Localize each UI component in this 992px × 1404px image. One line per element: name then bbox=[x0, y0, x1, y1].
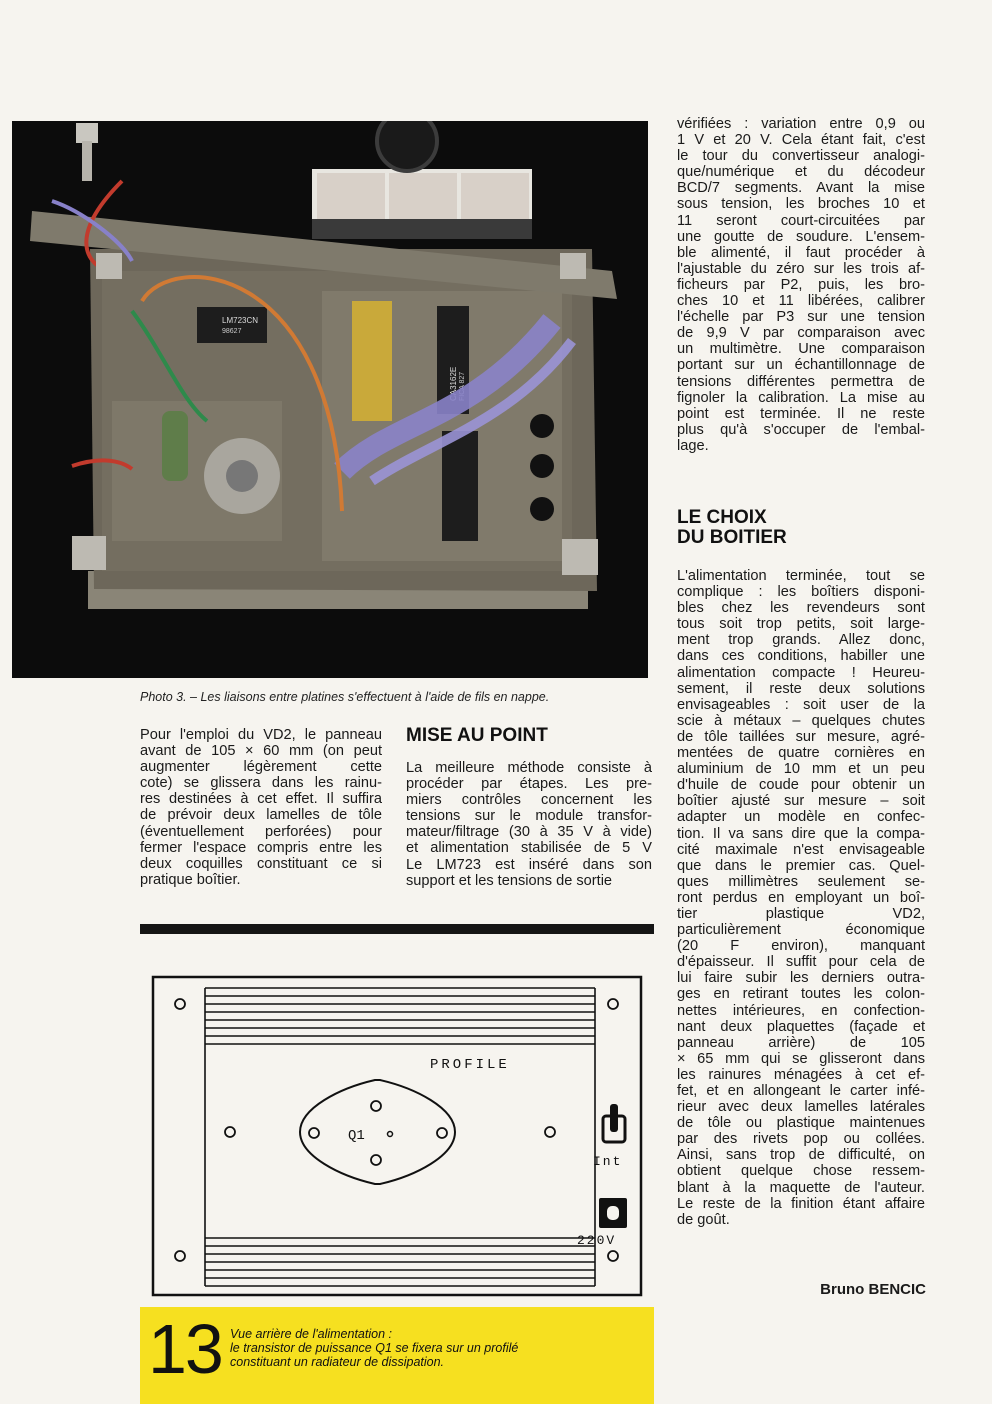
chip-1-code: 98627 bbox=[222, 328, 242, 335]
text-line: aluminium de 10 mm et un peu bbox=[677, 761, 925, 778]
heading-line-2: DU BOITIER bbox=[677, 527, 787, 548]
text-line: ges en retirant toutes les colon- bbox=[677, 986, 925, 1003]
text-column-right-top bbox=[677, 116, 925, 454]
text-line: L'alimentation terminée, tout se bbox=[677, 568, 925, 584]
text-line: vérifiées : variation entre 0,9 ou bbox=[677, 116, 925, 132]
text-line: fet, et en allongeant le carter infé- bbox=[677, 1083, 925, 1099]
text-line: de prévoir deux lamelles de tôle bbox=[140, 807, 382, 824]
text-line: mentées de quatre cornières en bbox=[677, 745, 925, 762]
text-line: tion. Il va sans dire que la compa- bbox=[677, 825, 925, 842]
text-line: d'épaisseur. Il suffit pour cela de bbox=[677, 954, 925, 971]
power-label: 220V bbox=[577, 1233, 617, 1248]
text-line: ble alimenté, il faut procéder à bbox=[677, 244, 925, 261]
figure-caption-line: constituant un radiateur de dissipation. bbox=[230, 1355, 445, 1369]
text-line: par des rivets pop ou collées. bbox=[677, 1131, 925, 1148]
text-line: un multimètre. Une comparaison bbox=[677, 341, 925, 358]
transistor-label: Q1 bbox=[348, 1128, 365, 1144]
power-socket-icon bbox=[599, 1198, 627, 1228]
text-line: blant à la maquette de l'auteur. bbox=[677, 1179, 925, 1196]
heading-mise-au-point: MISE AU POINT bbox=[406, 725, 548, 746]
text-line: bles chez les revendeurs sont bbox=[677, 600, 925, 617]
text-line: et alimentation stabilisée de 5 V bbox=[406, 840, 652, 857]
text-line: de 9,9 V par comparaison avec bbox=[677, 325, 925, 342]
text-line: le tour du convertisseur analogi- bbox=[677, 148, 925, 165]
text-line: fermer l'espace compris entre les bbox=[140, 839, 382, 856]
figure-caption-line: le transistor de puissance Q1 se fixera sur un profilé bbox=[230, 1341, 519, 1355]
text-line: envisageables : soit user de la bbox=[677, 696, 925, 713]
circuit-photo bbox=[12, 121, 648, 678]
switch-label: Int bbox=[593, 1154, 623, 1169]
text-line: tensions sur le module transfor- bbox=[406, 808, 652, 825]
text-line: rieur avec deux lamelles latérales bbox=[677, 1099, 925, 1116]
text-line: cote) se glissera dans les rainu- bbox=[140, 775, 382, 792]
text-line: procéder par étapes. Les pre- bbox=[406, 776, 652, 793]
text-line: nettes intérieures, en confection- bbox=[677, 1002, 925, 1019]
text-line: ront perdus en employant un boî- bbox=[677, 889, 925, 906]
figure-caption bbox=[230, 1327, 518, 1369]
text-line: panneau arrière) de 105 bbox=[677, 1034, 925, 1051]
text-line: une goutte de soudure. L'ensem- bbox=[677, 228, 925, 245]
text-line: lage. bbox=[677, 437, 709, 454]
rear-panel-drawing bbox=[140, 958, 654, 1308]
text-line: × 65 mm qui se glisseront dans bbox=[677, 1050, 925, 1067]
text-line: plus qu'à s'occuper de l'embal- bbox=[677, 421, 925, 438]
text-line: 1 V et 20 V. Cela étant fait, c'est bbox=[677, 132, 925, 149]
text-line: sement, il reste deux solutions bbox=[677, 680, 925, 697]
text-line: portant sur un échantillonnage de bbox=[677, 357, 925, 374]
switch-icon bbox=[603, 1104, 625, 1142]
text-line: tous soit trop petits, soit large- bbox=[677, 616, 925, 633]
text-line: de tôle ou plastique maintenues bbox=[677, 1115, 925, 1132]
text-line: deux coquilles constituant ce si bbox=[140, 855, 382, 872]
figure-caption-box bbox=[140, 1307, 654, 1404]
text-line: La meilleure méthode consiste à bbox=[406, 760, 652, 776]
text-line: support et les tensions de sortie bbox=[406, 872, 613, 889]
transistor-outline bbox=[300, 1080, 455, 1184]
chip-2-code: FICA 827 bbox=[459, 371, 466, 401]
text-line: avant de 105 × 60 mm (on peut bbox=[140, 743, 382, 760]
text-line: BCD/7 segments. Avant la mise bbox=[677, 180, 925, 197]
text-line: alimentation compacte ! Heureu- bbox=[677, 664, 925, 681]
text-line: l'ajustable du zéro sur les trois af- bbox=[677, 260, 925, 277]
text-line: tier plastique VD2, bbox=[677, 905, 925, 922]
text-line: de tôle taillées sur mesure, agré- bbox=[677, 728, 925, 745]
text-line: Ainsi, sans trop de difficulté, on bbox=[677, 1147, 925, 1164]
text-line: cité maximale n'est envisageable bbox=[677, 841, 925, 858]
text-column-choix-boitier bbox=[677, 568, 925, 1228]
text-column-mise-au-point bbox=[406, 760, 652, 889]
text-line: nant deux plaquettes (façade et bbox=[677, 1018, 925, 1035]
text-line: particulièrement économique bbox=[677, 922, 925, 939]
heading-choix-boitier bbox=[677, 508, 787, 548]
text-line: res destinées à cet effet. Il suffira bbox=[140, 791, 382, 808]
text-line: mateur/filtrage (30 à 35 V à vide) bbox=[406, 824, 652, 841]
chip-2-label: CA3162E bbox=[449, 366, 458, 401]
text-line: d'huile de coude pour obtenir un bbox=[677, 777, 925, 794]
text-line: sous tension, les broches 10 et bbox=[677, 196, 925, 213]
text-line: lui faire subir les derniers outra- bbox=[677, 970, 925, 987]
text-line: dans ces conditions, habiller une bbox=[677, 648, 925, 665]
figure-number: 13 bbox=[148, 1310, 222, 1388]
photo-caption: Photo 3. – Les liaisons entre platines s'effectuent à l'aide de fils en nappe. bbox=[140, 690, 550, 704]
text-line: ches 10 et 11 libérées, calibrer bbox=[677, 293, 925, 310]
text-line: point est terminée. Il ne reste bbox=[677, 405, 925, 422]
text-line: les rainures ménagées à cet ef- bbox=[677, 1066, 925, 1083]
chip-1-label: LM723CN bbox=[222, 316, 259, 325]
text-line: obtient quelque chose ressem- bbox=[677, 1163, 925, 1180]
text-line: tensions différentes permettra de bbox=[677, 373, 925, 390]
text-line: fignoler la calibration. La mise au bbox=[677, 389, 925, 406]
heading-line-1: LE CHOIX bbox=[677, 507, 767, 528]
profile-label: PROFILE bbox=[430, 1057, 510, 1073]
text-line: que/numérique et du décodeur bbox=[677, 164, 925, 181]
text-line: augmenter légèrement cette bbox=[140, 759, 382, 776]
text-line: miers contrôles concernent les bbox=[406, 792, 652, 809]
text-line: adapter un modèle en confec- bbox=[677, 809, 925, 826]
text-line: pratique boîtier. bbox=[140, 871, 241, 888]
text-line: 11 seront court-circuitées par bbox=[677, 212, 925, 229]
divider-bar bbox=[140, 924, 654, 934]
text-line: (éventuellement perforées) pour bbox=[140, 823, 382, 840]
text-line: Pour l'emploi du VD2, le panneau bbox=[140, 727, 382, 743]
text-line: l'échelle par P3 sur une tension bbox=[677, 309, 925, 326]
text-line: Le reste de la finition étant affaire bbox=[677, 1195, 925, 1212]
text-line: de goût. bbox=[677, 1211, 730, 1228]
author-signature: Bruno BENCIC bbox=[820, 1281, 926, 1298]
text-line: que dans le premier cas. Quel- bbox=[677, 857, 925, 874]
text-line: ficheurs par P2, puis, les bro- bbox=[677, 276, 925, 293]
text-line: complique : les boîtiers disponi- bbox=[677, 584, 925, 601]
text-line: boîtier ajusté sur mesure – soit bbox=[677, 793, 925, 810]
text-line: ques millimètres seulement se- bbox=[677, 873, 925, 890]
text-line: scie à métaux – quelques chutes bbox=[677, 712, 925, 729]
circuit-board-illustration bbox=[12, 121, 648, 678]
figure-caption-line: Vue arrière de l'alimentation : bbox=[230, 1327, 392, 1341]
text-line: ment trop grands. Allez donc, bbox=[677, 632, 925, 649]
text-column-left bbox=[140, 727, 382, 888]
rear-panel-figure bbox=[140, 958, 654, 1308]
text-line: Le LM723 est inséré dans son bbox=[406, 856, 652, 873]
text-line: (20 F environ), manquant bbox=[677, 938, 925, 955]
